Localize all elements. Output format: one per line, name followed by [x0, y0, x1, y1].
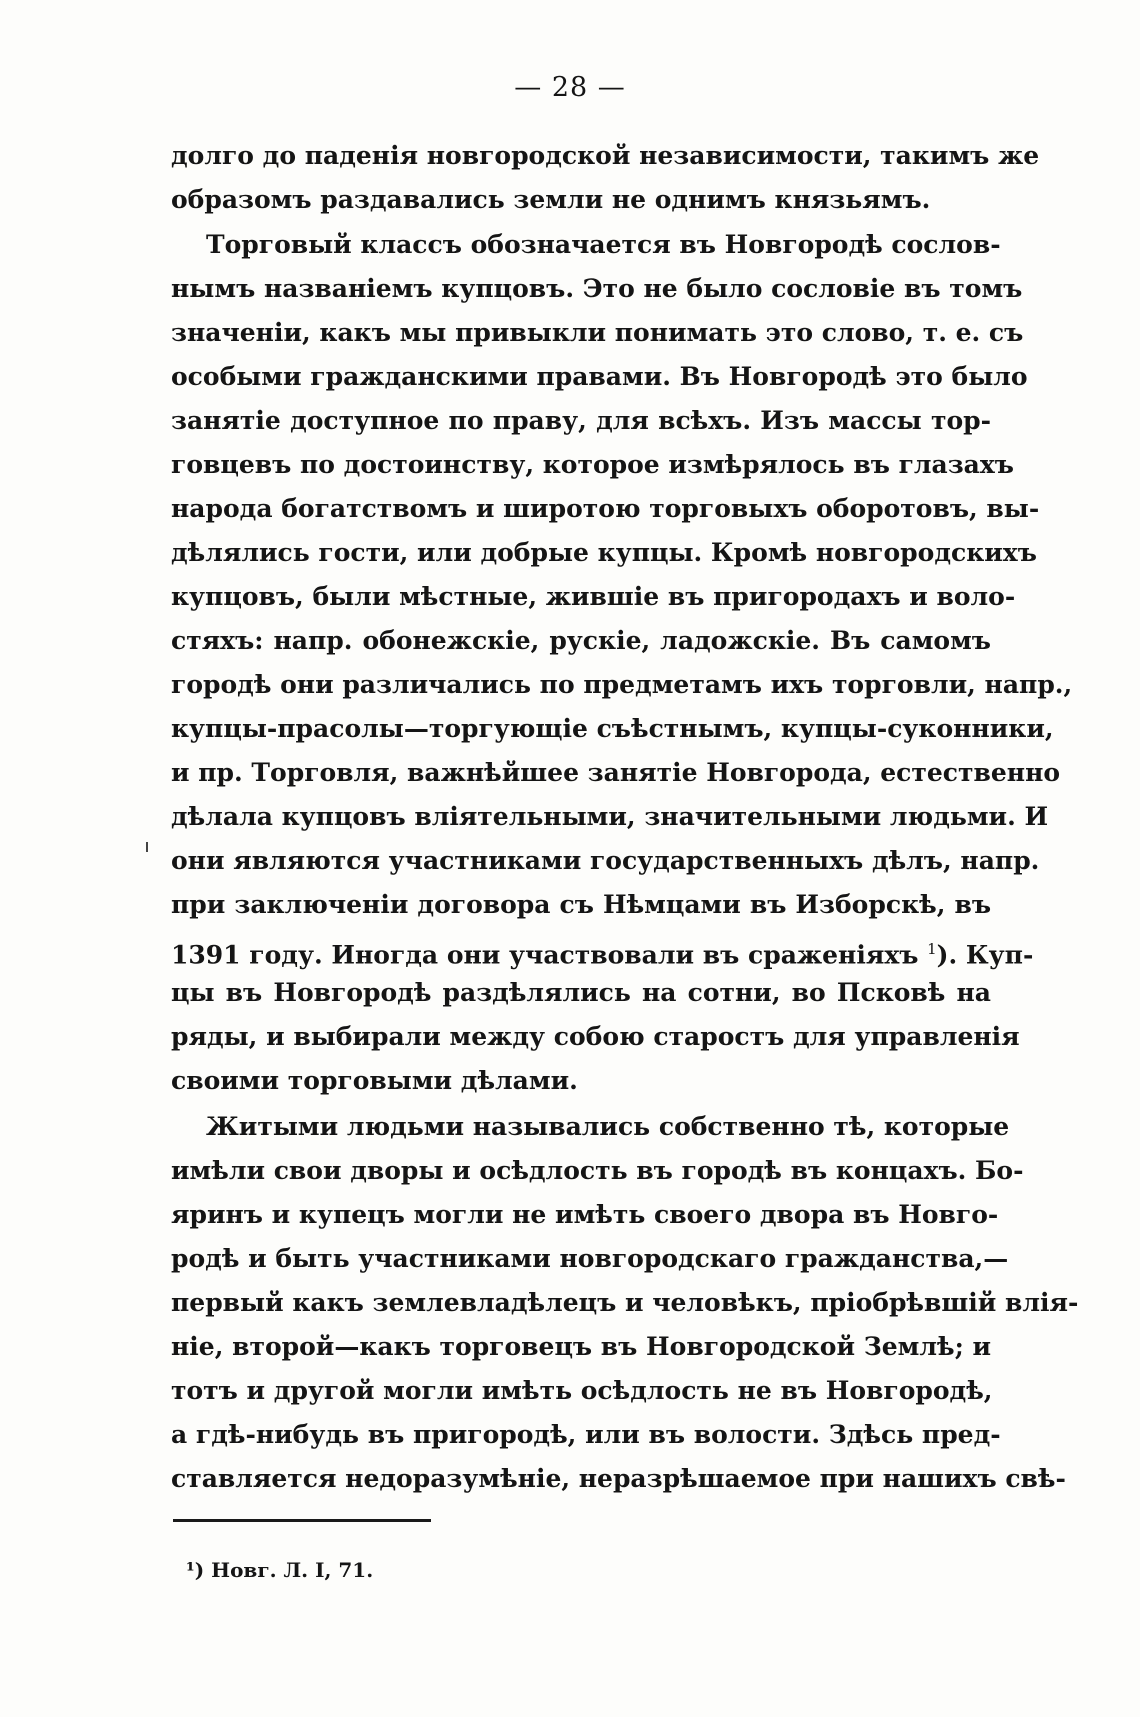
text-line: стяхъ: напр. обонежскіе, рускіе, ладожскіе. Въ самомъ [171, 626, 991, 655]
text-line: дѣлала купцовъ вліятельными, значительными людьми. И [171, 802, 1049, 831]
text-line: тотъ и другой могли имѣть осѣдлость не въ Новгородѣ, [171, 1376, 993, 1405]
text-line-body: 1391 году. Иногда они участвовали въ сраженіяхъ [171, 940, 919, 970]
text-line: а гдѣ-нибудь въ пригородѣ, или въ волости. Здѣсь пред- [171, 1420, 1001, 1449]
text-line: Житыми людьми назывались собственно тѣ, которые [206, 1112, 1010, 1141]
text-line: родѣ и быть участниками новгородскаго гражданства,— [171, 1244, 1009, 1273]
text-line: они являются участниками государственныхъ дѣлъ, напр. [171, 846, 1040, 875]
text-line: своими торговыми дѣлами. [171, 1066, 578, 1095]
text-line: и пр. Торговля, важнѣйшее занятіе Новгорода, естественно [171, 758, 1061, 787]
text-line: купцы-прасолы—торгующіе съѣстнымъ, купцы-суконники, [171, 714, 1054, 743]
text-line: первый какъ землевладѣлецъ и человѣкъ, пріобрѣвшій влія- [171, 1288, 1079, 1317]
text-line: ставляется недоразумѣніе, неразрѣшаемое при нашихъ свѣ- [171, 1464, 1066, 1493]
stray-print-mark [146, 842, 148, 852]
text-line: занятіе доступное по праву, для всѣхъ. Изъ массы тор- [171, 406, 991, 435]
text-line: яринъ и купецъ могли не имѣть своего двора въ Новго- [171, 1200, 999, 1229]
text-line: Торговый классъ обозначается въ Новгородѣ сослов- [206, 230, 1001, 259]
text-line-tail: ). Куп- [936, 940, 1034, 970]
text-line: имѣли свои дворы и осѣдлость въ городѣ въ концахъ. Бо- [171, 1156, 1024, 1185]
text-line: особыми гражданскими правами. Въ Новгородѣ это было [171, 362, 1028, 391]
text-line: дѣлялись гости, или добрые купцы. Кромѣ новгородскихъ [171, 538, 1037, 567]
text-line: нымъ названіемъ купцовъ. Это не было сословіе въ томъ [171, 274, 1023, 303]
text-line: при заключеніи договора съ Нѣмцами въ Изборскѣ, въ [171, 890, 991, 919]
text-line: ніе, второй—какъ торговецъ въ Новгородской Землѣ; и [171, 1332, 992, 1361]
text-line: образомъ раздавались земли не однимъ князьямъ. [171, 185, 931, 214]
text-line: значеніи, какъ мы привыкли понимать это слово, т. е. съ [171, 318, 1024, 347]
text-line: ряды, и выбирали между собою старостъ для управленія [171, 1022, 1020, 1051]
text-line: народа богатствомъ и широтою торговыхъ оборотовъ, вы- [171, 494, 1040, 523]
text-line: купцовъ, были мѣстные, жившіе въ пригородахъ и воло- [171, 582, 1016, 611]
footnote-marker[interactable]: 1 [927, 940, 937, 958]
text-line: городѣ они различались по предметамъ ихъ торговли, напр., [171, 670, 1073, 699]
text-line: цы въ Новгородѣ раздѣлялись на сотни, во Псковѣ на [171, 978, 991, 1007]
footnote-text: ¹) Новг. Л. I, 71. [186, 1558, 374, 1582]
footnote-divider [173, 1519, 431, 1522]
text-line: говцевъ по достоинству, которое измѣрялось въ глазахъ [171, 450, 1014, 479]
text-line: долго до паденія новгородской независимости, такимъ же [171, 141, 1040, 170]
text-line [171, 933, 1034, 971]
page-number: — 28 — [514, 72, 626, 103]
